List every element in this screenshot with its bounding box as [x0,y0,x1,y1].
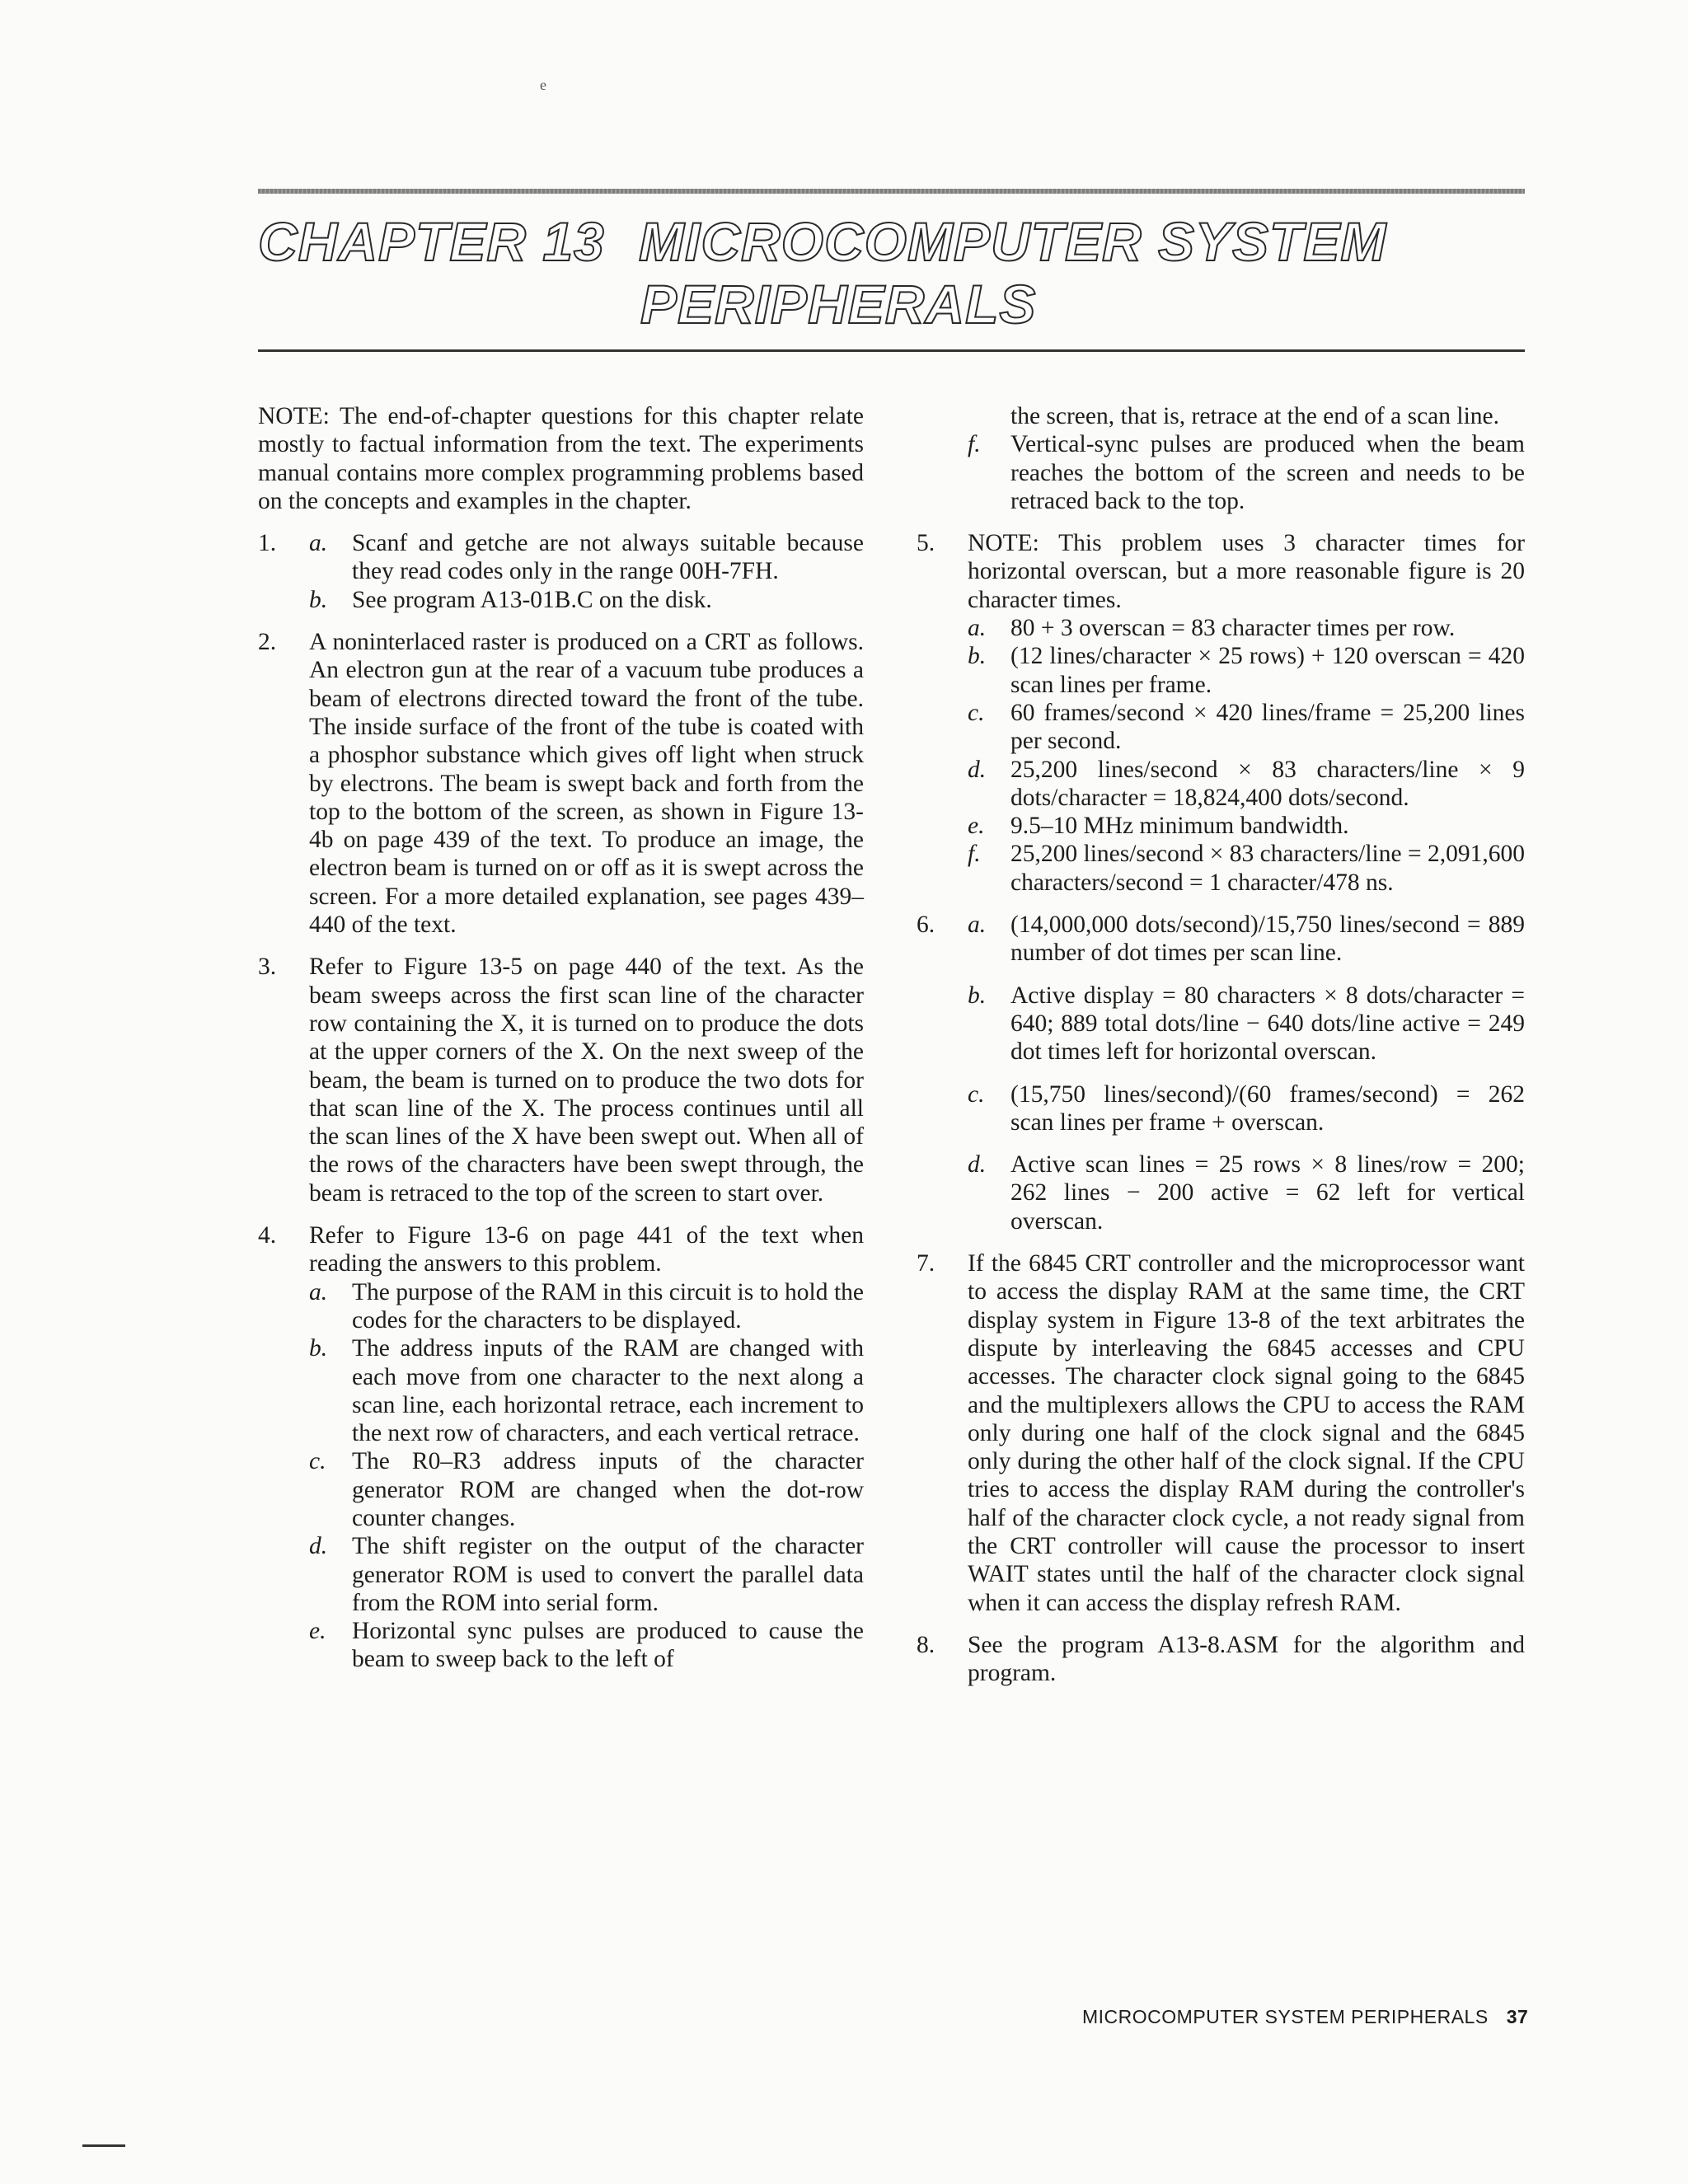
answer-4e-continued: the screen, that is, retrace at the end of a scan line. [1010,403,1499,429]
answer-7 [917,1249,1525,1617]
page-number: 37 [1506,2006,1529,2027]
answer-6d: d. Active scan lines = 25 rows × 8 lines/row = 200; 262 lines − 200 active = 62 left for vertical overscan. [968,1151,1525,1235]
answer-5e: e. 9.5–10 MHz minimum bandwidth. [968,813,1349,840]
running-title: MICROCOMPUTER SYSTEM PERIPHERALS [1082,2006,1489,2027]
answer-1 [258,529,864,614]
answer-number: 1. [258,530,277,557]
answer-5b: b. (12 lines/character × 25 rows) + 120 overscan = 420 scan lines per frame. [968,643,1525,698]
answer-3-text: Refer to Figure 13-5 on page 440 of the text. As the beam sweeps across the first scan line of the character row containing the X, it is turned on to produce the dots at the upper corners of the X. On the next sweep of the beam, the beam is turned on to produce the two dots for that scan line of the X. The process continues until all the scan lines of the X have been swept out. When all of the rows of the characters have been swept through, the beam is retraced to the top of the screen to start over. [309,954,864,1207]
answer-number: 6. [917,912,935,939]
answer-5-intro: NOTE: This problem uses 3 character times for horizontal overscan, but a more reasonable figure is 20 character times. [968,530,1525,613]
header-rule-top [258,189,1525,194]
answer-5f: f. 25,200 lines/second × 83 characters/line = 2,091,600 characters/second = 1 character/478 ns. [968,841,1525,896]
answer-number: 7. [917,1250,935,1277]
answer-number: 2. [258,629,277,656]
answer-number: 8. [917,1631,935,1658]
answer-1b: b. See program A13-01B.C on the disk. [309,586,712,613]
answer-number: 3. [258,954,277,981]
answer-6c: c. (15,750 lines/second)/(60 frames/second) = 262 scan lines per frame + overscan. [968,1080,1525,1136]
chapter-title-line2: PERIPHERALS [640,274,1037,335]
chapter-title [639,210,1525,335]
chapter-title-line1: MICROCOMPUTER SYSTEM [639,211,1387,272]
answer-8-text: See the program A13-8.ASM for the algorithm and program. [968,1631,1525,1687]
answer-4-intro: Refer to Figure 13-6 on page 441 of the text when reading the answers to this problem. [309,1222,864,1277]
answer-4c: c. The R0–R3 address inputs of the character generator ROM are changed when the dot-row counter changes. [309,1448,864,1531]
answer-5a: a. 80 + 3 overscan = 83 character times per row. [968,615,1456,642]
answer-6a: a. (14,000,000 dots/second)/15,750 lines/second = 889 number of dot times per scan line. [968,912,1525,967]
chapter-label: CHAPTER 13 [258,211,605,272]
answer-4d: d. The shift register on the output of the character generator ROM is used to convert the parallel data from the ROM into serial form. [309,1533,864,1616]
answer-4b: b. The address inputs of the RAM are changed with each move from one character to the next along a scan line, each horizontal retrace, each increment to the next row of characters, and each vertical retrace. [309,1335,864,1447]
answer-4e: e. Horizontal sync pulses are produced to cause the beam to sweep back to the left of [309,1618,864,1673]
answer-2 [258,628,864,939]
answer-4f: f. Vertical-sync pulses are produced when the beam reaches the bottom of the screen and needs to be retraced back to the top. [968,431,1525,514]
page-footer [1082,2006,1528,2028]
answer-number: 5. [917,530,935,557]
answer-8 [917,1631,1525,1688]
answer-5c: c. 60 frames/second × 420 lines/frame = 25,200 lines per second. [968,699,1525,755]
answer-number: 4. [258,1222,277,1249]
answer-6b: b. Active display = 80 characters × 8 dots/character = 640; 889 total dots/line − 640 dots/line active = 249 dot times left for horizontal overscan. [968,982,1525,1066]
margin-dash [82,2144,125,2147]
answer-1a: a. Scanf and getche are not always suitable because they read codes only in the range 00H-7FH. [309,530,864,585]
header-rule-bottom [258,349,1525,352]
intro-note: NOTE: The end-of-chapter questions for this chapter relate mostly to factual information from the text. The experiments manual contains more complex programming problems based on the concepts and examples in the chapter. [258,403,864,514]
answer-6 [917,911,1525,1235]
answer-5d: d. 25,200 lines/second × 83 characters/line × 9 dots/character = 18,824,400 dots/second. [968,756,1525,811]
answer-5 [917,529,1525,897]
answer-4a: a. The purpose of the RAM in this circuit is to hold the codes for the characters to be displayed. [309,1278,864,1333]
stray-mark: e [540,77,546,93]
left-column [258,402,864,1688]
answer-2-text: A noninterlaced raster is produced on a CRT as follows. An electron gun at the rear of a vacuum tube produces a beam of electrons directed toward the front of the tube. The inside surface of the front of the tube is coated with a phosphor substance which gives off light when struck by electrons. The beam is swept back and forth from the top to the bottom of the screen, as shown in Figure 13-4b on page 439 of the text. To produce an image, the electron beam is turned on or off as it is swept across the screen. For a more detailed explanation, see pages 439–440 of the text. [309,629,864,939]
answer-3 [258,953,864,1207]
right-column [917,402,1525,1701]
answer-4 [258,1221,864,1674]
answer-7-text: If the 6845 CRT controller and the microprocessor want to access the display RAM at the same time, the CRT display system in Figure 13-8 of the text arbitrates the dispute by interleaving the 6845 accesses and CPU accesses. The character clock signal going to the 6845 and the multiplexers allows the CPU to access the RAM only during one half of the clock signal and the 6845 only during the other half of the clock signal. If the CPU tries to access the display RAM during the controller's half of the character clock cycle, a not ready signal from the CRT controller will cause the processor to insert WAIT states until the half of the character clock signal when it can access the display refresh RAM. [968,1250,1525,1616]
